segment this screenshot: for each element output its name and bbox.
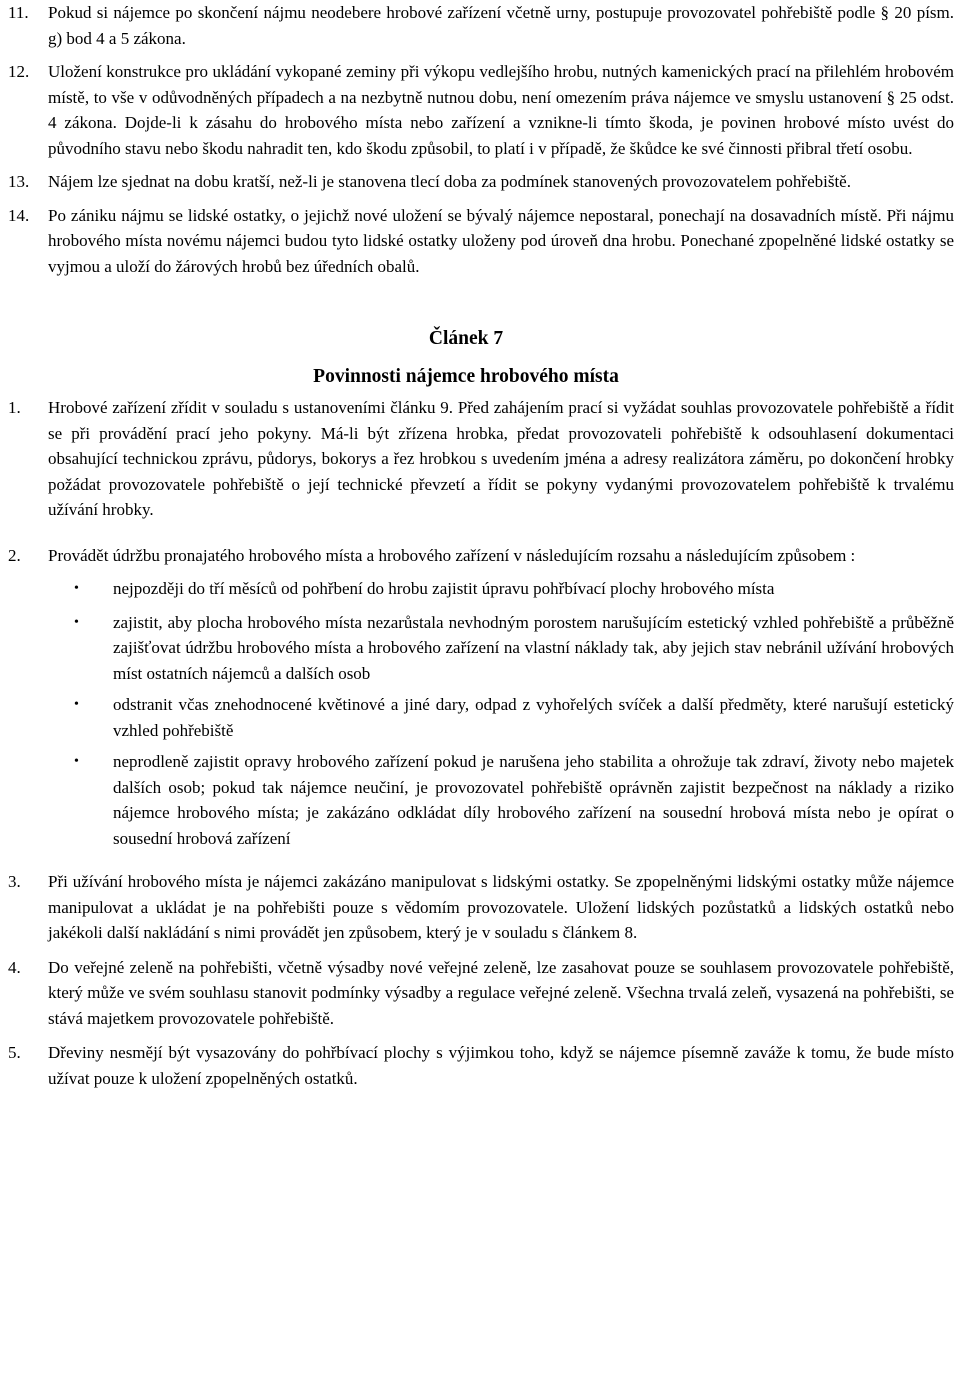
bullet-text: odstranit včas znehodnocené květinové a jiné dary, odpad z vyhořelých svíček a další předměty, které narušují estetický vzhled pohřebiště	[113, 695, 954, 740]
bullet-item	[74, 576, 954, 602]
article-item-2	[8, 543, 954, 569]
paragraph-number: 14.	[8, 205, 30, 225]
paragraph-11	[8, 0, 954, 51]
paragraph-number: 1.	[8, 398, 21, 417]
article-item-5	[8, 1040, 954, 1091]
paragraph-14	[8, 203, 954, 280]
paragraph-13	[8, 169, 954, 195]
bullet-text: nejpozději do tří měsíců od pohřbení do hrobu zajistit úpravu pohřbívací plochy hrobového místa	[113, 579, 775, 598]
bullet-text: neprodleně zajistit opravy hrobového zařízení pokud je narušena jeho stabilita a ohrožuje tak zdraví, životy nebo majetek dalších osob; pokud tak nájemce neučiní, je provozovatel pohřebiště oprávněn zajistit bezpečnost na náklady a riziko nájemce hrobového místa; je zakázáno odkládat díly hrobového zařízení na sousední hrobová místa nebo je opírat o sousední hrobová zařízení	[113, 752, 954, 848]
paragraph-text: Dřeviny nesmějí být vysazovány do pohřbívací plochy s výjimkou toho, když se nájemce písemně zaváže k tomu, že bude místo užívat pouze k uložení zpopelněných ostatků.	[48, 1043, 954, 1088]
paragraph-text: Po zániku nájmu se lidské ostatky, o jejichž nové uložení se bývalý nájemce nepostaral, ponechají na dosavadních místě. Při nájmu hrobového místa novému nájemci budou tyto lidské ostatky uloženy pod úroveň dna hrobu. Ponechané zpopelněné lidské ostatky se vyjmou a uloží do žárových hrobů bez úředních obalů.	[48, 205, 954, 276]
bullet-item	[74, 610, 954, 687]
maintenance-bullet-list	[74, 576, 954, 851]
bullet-mark: •	[74, 754, 79, 769]
article-item-3	[8, 869, 954, 946]
paragraph-text: Do veřejné zeleně na pohřebišti, včetně výsadby nové veřejné zeleně, lze zasahovat pouze se souhlasem provozovatele pohřebiště, který může ve svém souhlasu stanovit podmínky výsadby a regulace veřejné zeleně. Všechna trvalá zeleň, vysazená na pohřebišti, se stává majetkem provozovatele pohřebiště.	[48, 957, 954, 1028]
paragraph-number: 5.	[8, 1043, 21, 1062]
paragraph-number: 4.	[8, 957, 21, 977]
bullet-mark: •	[74, 581, 79, 596]
paragraph-number: 11.	[8, 3, 29, 22]
paragraph-text: Uložení konstrukce pro ukládání vykopané zeminy při výkopu vedlejšího hrobu, nutných kamenických prací na přilehlém hrobovém místě, to vše v odůvodněných případech a na nezbytně nutnou dobu, není omezením práva nájemce ve smyslu ustanovení § 25 odst. 4 zákona. Dojde-li k zásahu do hrobového místa nebo zařízení a vznikne-li tímto škoda, je povinen hrobové místo uvést do původního stavu nebo škodu nahradit ten, kdo škodu způsobil, to platí i v případě, že škůdce ke své činnosti přibral třetí osobu.	[48, 62, 954, 158]
paragraph-number: 3.	[8, 872, 21, 891]
bullet-item	[74, 692, 954, 743]
paragraph-text: Provádět údržbu pronajatého hrobového místa a hrobového zařízení v následujícím rozsahu a následujícím způsobem :	[48, 545, 856, 565]
bullet-mark: •	[74, 697, 79, 712]
bullet-item	[74, 749, 954, 851]
article-subtitle: Povinnosti nájemce hrobového místa	[313, 366, 619, 387]
article-item-1	[8, 395, 954, 523]
paragraph-text: Při užívání hrobového místa je nájemci zakázáno manipulovat s lidskými ostatky. Se zpopelněnými lidskými ostatky může nájemce manipulovat a ukládat je na pohřebišti pouze s vědomím provozovatele. Uložení lidských pozůstatků a lidských ostatků nebo jakékoli další nakládání s nimi provádět jen způsobem, který je v souladu s článkem 8.	[48, 872, 954, 942]
paragraph-number: 13.	[8, 172, 30, 191]
paragraph-number: 12.	[8, 62, 30, 81]
article-title: Článek 7	[428, 328, 504, 349]
paragraph-12	[8, 59, 954, 161]
paragraph-number: 2.	[8, 545, 21, 565]
paragraph-text: Nájem lze sjednat na dobu kratší, než-li je stanovena tlecí doba za podmínek stanovených provozovatelem pohřebiště.	[48, 172, 851, 191]
paragraph-text: Pokud si nájemce po skončení nájmu neodebere hrobové zařízení včetně urny, postupuje provozovatel pohřebiště podle § 20 písm. g) bod 4 a 5 zákona.	[48, 3, 954, 48]
paragraph-text: Hrobové zařízení zřídit v souladu s ustanoveními článku 9. Před zahájením prací si vyžádat souhlas provozovatele pohřebiště a řídit se při provádění prací jeho pokyny. Má-li být zřízena hrobka, předat provozovateli pohřebiště k odsouhlasení dokumentaci obsahující technickou zprávu, půdorys, bokorys a řez hrobkou s uvedením jména a adresy realizátora záměru, po dokončení hrobky požádat provozovatele pohřebiště o její technické převzetí a řídit se pokyny vydanými provozovatelem pohřebiště k trvalému užívání hrobky.	[48, 398, 954, 519]
bullet-mark: •	[74, 614, 79, 630]
bullet-text: zajistit, aby plocha hrobového místa nezarůstala nevhodným porostem narušujícím estetický vzhled pohřebiště a průběžně zajišťovat údržbu hrobového místa a hrobového zařízení na vlastní náklady tak, aby jejich stav nebránil užívání hrobových míst ostatních nájemců a dalších osob	[113, 612, 954, 683]
article-item-4	[8, 955, 954, 1032]
